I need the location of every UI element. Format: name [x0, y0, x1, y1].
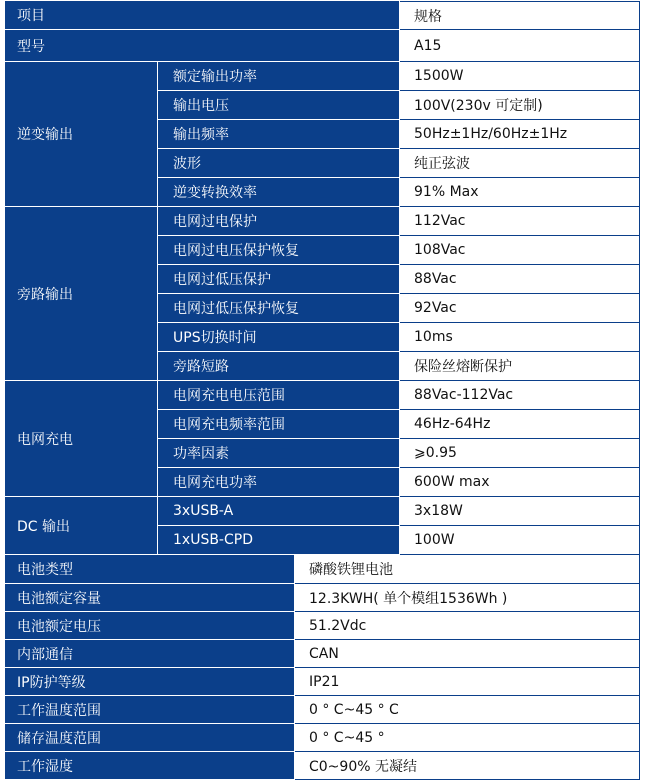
header-item-cell — [5, 1, 400, 30]
grid-charge-row-value: ⩾0.95 — [414, 445, 457, 461]
header-spec-cell — [400, 1, 640, 30]
bypass-row-label: 电网过低压保护恢复 — [173, 301, 299, 317]
battery-row-value-cell — [295, 696, 640, 724]
bypass-row-label: UPS切换时间 — [173, 330, 257, 346]
bypass-row-value-cell — [400, 207, 640, 236]
bypass-group-title-cell — [5, 207, 158, 381]
dc-output-row-label-cell — [158, 497, 400, 526]
inverter-row-value: 50Hz±1Hz/60Hz±1Hz — [414, 126, 568, 142]
bypass-row-value-cell — [400, 352, 640, 381]
dc-output-row-value: 3x18W — [414, 503, 463, 519]
dc-output-row-label: 1xUSB-CPD — [173, 532, 253, 548]
bypass-row-value: 112Vac — [414, 213, 466, 229]
inverter-row-label: 输出频率 — [173, 127, 229, 143]
battery-row-value: 51.2Vdc — [309, 617, 367, 634]
grid-charge-row-value-cell — [400, 410, 640, 439]
grid-charge-group-title-cell — [5, 381, 158, 497]
battery-row-label: 电池额定容量 — [17, 590, 101, 607]
bypass-row-label-cell — [158, 265, 400, 294]
grid-charge-row-label-cell — [158, 468, 400, 497]
battery-row-label: 工作温度范围 — [17, 702, 101, 719]
inverter-row-value: 91% Max — [414, 184, 479, 200]
battery-row-label-cell — [5, 752, 295, 780]
grid-charge-row-label-cell — [158, 439, 400, 468]
battery-row-label-cell — [5, 668, 295, 696]
grid-charge-row-value-cell — [400, 381, 640, 410]
inverter-row-value: 纯正弦波 — [414, 156, 470, 172]
inverter-group-title: 逆变输出 — [17, 127, 73, 143]
battery-row-value: 12.3KWH( 单个模组1536Wh ) — [309, 590, 508, 607]
grid-charge-row-value-cell — [400, 468, 640, 497]
dc-output-row-label: 3xUSB-A — [173, 503, 234, 519]
grid-charge-row-label: 功率因素 — [173, 446, 229, 462]
header-spec-label: 规格 — [414, 8, 442, 25]
grid-charge-row-value: 46Hz-64Hz — [414, 416, 491, 432]
battery-row-label: 内部通信 — [17, 646, 73, 663]
inverter-row-value-cell — [400, 91, 640, 120]
bypass-row-label-cell — [158, 207, 400, 236]
battery-row-label-cell — [5, 555, 295, 584]
bypass-row-label: 电网过低压保护 — [173, 272, 271, 288]
inverter-row-label-cell — [158, 91, 400, 120]
bypass-row-value: 92Vac — [414, 300, 457, 316]
inverter-row-value-cell — [400, 62, 640, 91]
inverter-row-label-cell — [158, 120, 400, 149]
battery-row-value: 0 ° C~45 ° — [309, 729, 385, 746]
bypass-row-label: 电网过电保护 — [173, 214, 257, 230]
battery-row-value: C0~90% 无凝结 — [309, 758, 417, 775]
battery-row-label: 电池额定电压 — [17, 618, 101, 635]
inverter-row-value: 1500W — [414, 68, 464, 84]
inverter-row-label: 波形 — [173, 156, 201, 172]
battery-row-label-cell — [5, 724, 295, 752]
grid-charge-row-label: 电网充电功率 — [173, 475, 257, 491]
grid-charge-row-label: 电网充电频率范围 — [173, 417, 285, 433]
grid-charge-row-value-cell — [400, 439, 640, 468]
battery-row-value: IP21 — [309, 673, 340, 690]
dc-output-group-title-cell — [5, 497, 158, 555]
dc-output-row-label-cell — [158, 526, 400, 555]
bypass-row-label: 旁路短路 — [173, 359, 229, 375]
header-item-label: 项目 — [17, 8, 45, 24]
battery-row-value: CAN — [309, 645, 339, 662]
battery-row-value-cell — [295, 555, 640, 584]
model-label: 型号 — [17, 38, 45, 55]
battery-row-label: IP防护等级 — [17, 674, 86, 691]
inverter-row-label-cell — [158, 149, 400, 178]
inverter-row-label-cell — [158, 62, 400, 91]
bypass-row-label: 电网过电压保护恢复 — [173, 243, 299, 259]
bypass-row-label-cell — [158, 236, 400, 265]
grid-charge-row-value: 600W max — [414, 474, 490, 490]
battery-row-label-cell — [5, 640, 295, 668]
grid-charge-row-label-cell — [158, 410, 400, 439]
grid-charge-row-label-cell — [158, 381, 400, 410]
inverter-row-label: 输出电压 — [173, 98, 229, 114]
bypass-row-value-cell — [400, 265, 640, 294]
battery-row-label-cell — [5, 696, 295, 724]
battery-row-value-cell — [295, 724, 640, 752]
bypass-row-value-cell — [400, 323, 640, 352]
bypass-row-value-cell — [400, 236, 640, 265]
battery-row-value: 0 ° C~45 ° C — [309, 701, 399, 718]
inverter-row-value-cell — [400, 178, 640, 207]
bypass-row-value-cell — [400, 294, 640, 323]
bypass-group-title: 旁路输出 — [17, 286, 73, 303]
battery-row-value-cell — [295, 640, 640, 668]
model-value-cell — [400, 30, 640, 62]
battery-row-label-cell — [5, 612, 295, 640]
bypass-row-value: 88Vac — [414, 271, 457, 287]
battery-row-label-cell — [5, 584, 295, 612]
battery-row-label: 电池类型 — [17, 562, 73, 578]
inverter-row-label-cell — [158, 178, 400, 207]
bypass-row-value: 108Vac — [414, 242, 466, 258]
spec-table — [5, 1, 640, 780]
dc-output-group-title: DC 输出 — [17, 518, 71, 535]
bypass-row-label-cell — [158, 352, 400, 381]
battery-row-label: 储存温度范围 — [17, 730, 101, 747]
grid-charge-row-value: 88Vac-112Vac — [414, 387, 514, 403]
dc-output-row-value-cell — [400, 497, 640, 526]
bypass-row-value: 保险丝熔断保护 — [414, 359, 512, 375]
inverter-row-value: 100V(230v 可定制) — [414, 98, 543, 114]
battery-row-value-cell — [295, 612, 640, 640]
grid-charge-group-title: 电网充电 — [17, 431, 73, 448]
battery-row-value-cell — [295, 668, 640, 696]
battery-row-value: 磷酸铁锂电池 — [309, 562, 393, 578]
battery-row-label: 工作湿度 — [17, 758, 73, 775]
battery-row-value-cell — [295, 752, 640, 780]
model-label-cell — [5, 30, 400, 62]
grid-charge-row-label: 电网充电电压范围 — [173, 388, 285, 404]
battery-row-value-cell — [295, 584, 640, 612]
inverter-row-label: 逆变转换效率 — [173, 185, 257, 201]
inverter-row-value-cell — [400, 149, 640, 178]
model-value: A15 — [414, 37, 442, 54]
dc-output-row-value-cell — [400, 526, 640, 555]
bypass-row-label-cell — [158, 294, 400, 323]
inverter-row-value-cell — [400, 120, 640, 149]
inverter-row-label: 额定输出功率 — [173, 69, 257, 85]
bypass-row-label-cell — [158, 323, 400, 352]
inverter-group-title-cell — [5, 62, 158, 207]
dc-output-row-value: 100W — [414, 532, 455, 548]
bypass-row-value: 10ms — [414, 329, 453, 345]
